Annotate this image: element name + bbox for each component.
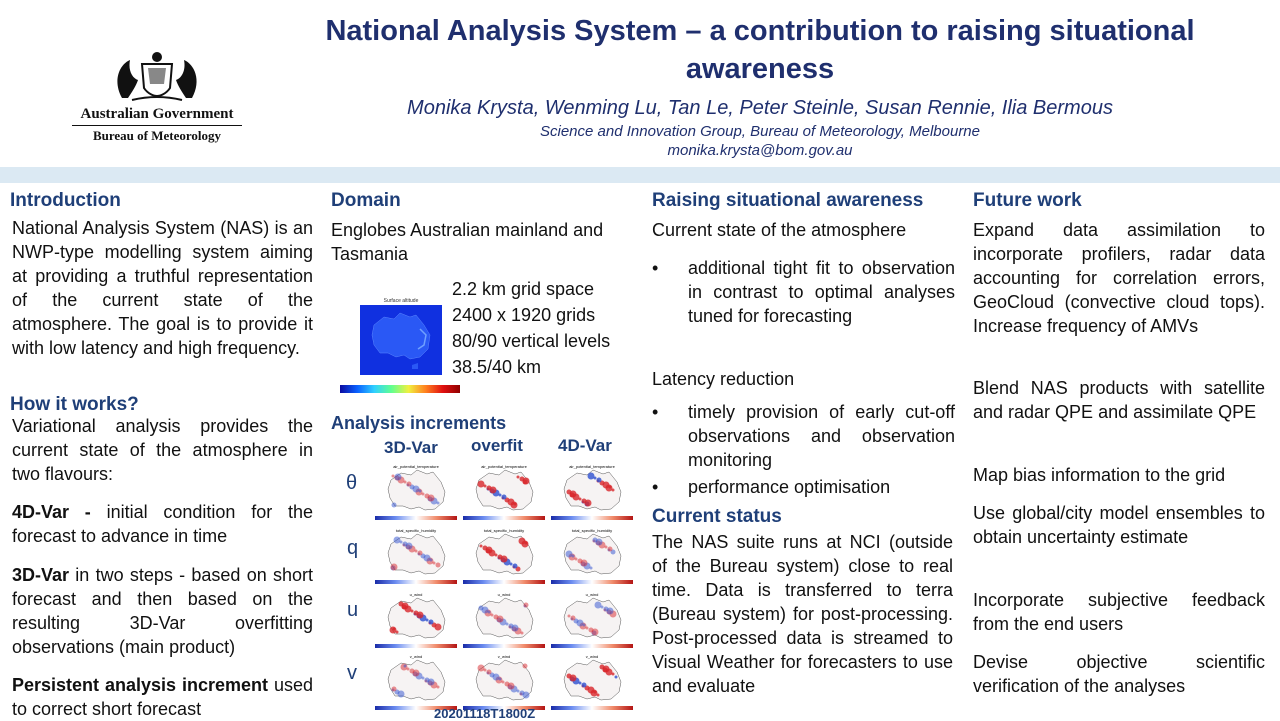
how-item-bold: 4D-Var -	[12, 502, 91, 522]
increment-blob	[612, 673, 615, 676]
coat-of-arms-icon	[102, 50, 212, 104]
increment-blob	[521, 632, 524, 635]
increment-blob	[603, 482, 610, 489]
increment-blob	[396, 631, 399, 634]
increment-blob	[413, 670, 420, 677]
increment-blob	[586, 627, 589, 630]
domain-map-image	[360, 305, 442, 375]
var-theta: θ	[346, 472, 358, 494]
increment-blob	[506, 623, 509, 626]
increment-blob	[398, 691, 405, 698]
increment-blob	[612, 489, 615, 492]
future-item: Use global/city model ensembles to obtain uncertainty estimate	[973, 503, 1265, 547]
increment-blob	[418, 551, 423, 556]
increment-blob	[392, 475, 395, 478]
introduction-text: National Analysis System (NAS) is an NWP-type modelling system aiming at providing a truthful representation of the current state of the atmosphere. The goal is to provide it with low latency and high frequency.	[12, 218, 313, 358]
email: monika.krysta@bom.gov.au	[667, 142, 853, 159]
increment-blob	[588, 473, 595, 480]
stat-top: 38.5/40 km	[452, 357, 542, 377]
panel-title: air_potential_temperature	[481, 464, 527, 469]
increment-blob	[575, 558, 578, 561]
panel-colorbar	[375, 644, 457, 648]
domain-text: Englobes Australian mainland and Tasmania	[331, 220, 604, 264]
increment-blob	[428, 495, 435, 502]
increment-blob	[595, 602, 602, 609]
panel-title: u_wind	[409, 592, 423, 597]
increment-blob	[395, 474, 402, 481]
panel-title: u_wind	[497, 592, 511, 597]
increment-blob	[524, 603, 529, 608]
increment-panel	[551, 652, 633, 712]
increment-blob	[585, 500, 592, 507]
authors: Monika Krysta, Wenming Lu, Tan Le, Peter Steinle, Susan Rennie, Ilia Bermous	[407, 97, 1113, 119]
increment-blob	[523, 478, 530, 485]
increment-blob	[592, 629, 599, 636]
var-u: u	[347, 599, 359, 621]
domain-map	[360, 298, 442, 376]
increment-blob	[411, 610, 414, 613]
increment-blob	[581, 560, 588, 567]
increment-blob	[605, 546, 608, 549]
panel-colorbar	[551, 644, 633, 648]
panel-title: v_wind	[409, 654, 423, 659]
panel-land	[476, 470, 533, 510]
increment-panel	[375, 590, 457, 650]
increment-blob	[577, 620, 584, 627]
increment-blob	[499, 678, 502, 681]
how-item-text: initial condition for the forecast to advance in time	[12, 502, 314, 546]
increment-blob	[430, 559, 433, 562]
increment-blob	[428, 679, 435, 686]
increment-blob	[570, 491, 577, 498]
increment-blob	[407, 668, 410, 671]
increment-blob	[615, 676, 618, 679]
increment-blob	[495, 554, 498, 557]
increment-blob	[488, 611, 491, 614]
increment-panel	[551, 526, 633, 586]
increment-blob	[497, 616, 504, 623]
increment-blob	[519, 538, 526, 545]
increment-blob	[406, 543, 413, 550]
increment-blob	[502, 495, 507, 500]
increment-blob	[603, 666, 610, 673]
increment-blob	[523, 692, 530, 699]
increment-blob	[484, 485, 487, 488]
how-item-text: in two steps - based on short forecast and then based on the resulting 3D-Var overfitting observations (main product)	[12, 565, 313, 657]
increment-blob	[482, 607, 489, 614]
increment-blob	[582, 683, 587, 688]
col-4dvar: 4D-Var	[558, 436, 612, 455]
increment-blob	[583, 624, 586, 627]
increment-blob	[601, 606, 604, 609]
raising-bullets1	[652, 256, 955, 328]
increment-panel	[463, 590, 545, 650]
increment-blob	[437, 502, 440, 505]
header-band	[0, 167, 1280, 183]
increment-panel	[463, 462, 545, 522]
how-it-works-intro: Variational analysis provides the current state of the atmosphere in two flavours:	[12, 416, 313, 484]
increment-blob	[609, 486, 612, 489]
increment-blob	[499, 494, 502, 497]
increment-blob	[510, 563, 513, 566]
panel-title: total_specific_humidity	[483, 528, 525, 533]
bullet-item: • performance optimisation	[652, 475, 955, 499]
increment-blob	[493, 674, 500, 681]
increment-blob	[523, 664, 528, 669]
current-status-heading: Current status	[652, 506, 782, 527]
how-item-4dvar	[12, 500, 313, 548]
increment-blob	[433, 562, 436, 565]
increment-blob	[588, 687, 595, 694]
increment-blob	[566, 551, 573, 558]
increment-blob	[517, 690, 520, 693]
increment-blob	[392, 687, 397, 692]
increment-blob	[570, 675, 577, 682]
increment-blob	[415, 550, 418, 553]
future-item: Incorporate subjective feedback from the end users	[973, 590, 1265, 634]
future-item: Devise objective scientific verification of the analyses	[973, 652, 1265, 696]
panel-colorbar	[463, 644, 545, 648]
current-status-text: The NAS suite runs at NCI (outside of the Bureau system) close to real time. Data is transferred to terra (Bureau system) for post-processing. Post-processed data is streamed to Visual Weather for forecasters to use and evaluate	[652, 532, 953, 696]
increment-blob	[607, 608, 614, 615]
how-item-bold: Persistent analysis increment	[12, 675, 269, 695]
bullet-item: • timely provision of early cut-off observations and observation monitoring	[652, 400, 955, 472]
panel-title: u_wind	[585, 592, 599, 597]
raising-sub2: Latency reduction	[652, 369, 795, 389]
increment-blob	[480, 545, 483, 548]
increment-blob	[596, 539, 603, 546]
increment-blob	[594, 691, 597, 694]
increment-blob	[422, 493, 425, 496]
panel-title: air_potential_temperature	[569, 464, 615, 469]
increment-blob	[514, 503, 517, 506]
panel-title: total_specific_humidity	[395, 528, 437, 533]
increment-panel	[375, 462, 457, 522]
increment-panel	[463, 526, 545, 586]
increments-heading: Analysis increments	[331, 413, 507, 433]
increment-blob	[422, 677, 425, 680]
panel-title: total_specific_humidity	[571, 528, 613, 533]
increment-blob	[568, 615, 571, 618]
increment-blob	[491, 614, 494, 617]
domain-stats	[452, 276, 610, 380]
increment-blob	[426, 619, 429, 622]
increment-blob	[508, 683, 515, 690]
how-item-3dvar	[12, 563, 313, 659]
panel-colorbar	[551, 706, 633, 710]
colorbar	[340, 385, 460, 393]
var-q: q	[347, 537, 359, 559]
bullet-item: • additional tight fit to observation in contrast to optimal analyses tuned for forecasting	[652, 256, 955, 328]
increment-blob	[571, 616, 576, 621]
domain-map-title: Surface altitude	[383, 298, 419, 304]
increment-blob	[429, 620, 434, 625]
how-item-text: used to correct short forecast	[12, 675, 313, 719]
poster-title: National Analysis System – a contribution to raising situational awareness	[325, 15, 1195, 85]
logo-divider	[72, 125, 242, 126]
increment-blob	[513, 564, 518, 569]
increment-blob	[478, 481, 485, 488]
increment-blob	[478, 665, 485, 672]
increment-blob	[487, 670, 492, 675]
government-name: Australian Government	[80, 106, 234, 122]
stat-grids: 2400 x 1920 grids	[452, 305, 596, 325]
increment-blob	[579, 498, 582, 501]
panel-colorbar	[463, 516, 545, 520]
increment-panel	[463, 652, 545, 712]
panel-colorbar	[375, 580, 457, 584]
increment-blob	[424, 555, 431, 562]
panel-title: v_wind	[497, 654, 511, 659]
increment-panel	[551, 590, 633, 650]
panel-title: air_potential_temperature	[393, 464, 439, 469]
increment-blob	[393, 628, 396, 631]
panel-title: v_wind	[585, 654, 599, 659]
var-v: v	[347, 662, 357, 684]
stat-levels: 80/90 vertical levels	[452, 331, 611, 351]
increment-blob	[419, 490, 422, 493]
bom-logo	[62, 50, 252, 150]
increment-blob	[394, 537, 401, 544]
increment-blob	[435, 624, 442, 631]
increment-blob	[490, 487, 497, 494]
increment-blob	[597, 478, 602, 483]
increments-date: 20201118T1800Z	[434, 706, 536, 721]
increment-blob	[404, 665, 407, 668]
affiliation-block	[320, 122, 1200, 160]
increment-blob	[579, 682, 582, 685]
increment-blob	[402, 603, 409, 610]
increment-blob	[501, 556, 508, 563]
increment-blob	[437, 686, 440, 689]
affiliation: Science and Innovation Group, Bureau of Meteorology, Melbourne	[540, 123, 980, 140]
panel-colorbar	[375, 516, 457, 520]
increment-blob	[572, 555, 575, 558]
panel-colorbar	[551, 580, 633, 584]
domain-heading: Domain	[331, 190, 401, 211]
bureau-name: Bureau of Meteorology	[92, 128, 222, 143]
increment-blob	[594, 477, 597, 480]
increment-blob	[525, 542, 528, 545]
increment-panel	[551, 462, 633, 522]
increment-blob	[400, 541, 403, 544]
increment-blob	[512, 625, 519, 632]
increment-blob	[413, 486, 420, 493]
increment-blob	[417, 612, 424, 619]
increment-blob	[391, 564, 398, 571]
col-overfit: overfit	[471, 436, 523, 455]
panel-colorbar	[551, 516, 633, 520]
increment-blob	[508, 499, 515, 506]
how-item-persistent	[12, 673, 313, 721]
introduction-heading: Introduction	[10, 190, 121, 211]
panel-colorbar	[463, 580, 545, 584]
stat-grid-space: 2.2 km grid space	[452, 279, 595, 299]
increment-blob	[407, 482, 412, 487]
increment-blob	[502, 681, 505, 684]
future-item: Map bias information to the grid	[973, 465, 1226, 485]
increment-blob	[486, 547, 493, 554]
increment-panel	[375, 652, 457, 712]
increment-blob	[517, 476, 520, 479]
increment-blob	[597, 694, 600, 697]
raising-sub1: Current state of the atmosphere	[652, 220, 907, 240]
increment-panel	[375, 526, 457, 586]
raising-heading: Raising situational awareness	[652, 190, 924, 211]
future-item: Blend NAS products with satellite and radar QPE and assimilate QPE	[973, 378, 1265, 422]
future-work-heading: Future work	[973, 190, 1082, 211]
how-it-works-heading: How it works?	[10, 394, 139, 415]
future-item: Expand data assimilation to incorporate profilers, radar data accounting for correlation errors, GeoCloud (convective cloud tops). Increase frequency of AMVs	[973, 220, 1265, 336]
increment-blob	[404, 481, 407, 484]
col-3dvar: 3D-Var	[384, 438, 438, 457]
how-item-bold: 3D-Var	[12, 565, 70, 585]
increment-blob	[590, 567, 593, 570]
raising-bullets2	[652, 400, 955, 499]
increment-blob	[608, 547, 613, 552]
increment-blob	[392, 503, 397, 508]
increment-panels	[375, 462, 635, 702]
increment-blob	[484, 669, 487, 672]
increment-blob	[436, 563, 441, 568]
